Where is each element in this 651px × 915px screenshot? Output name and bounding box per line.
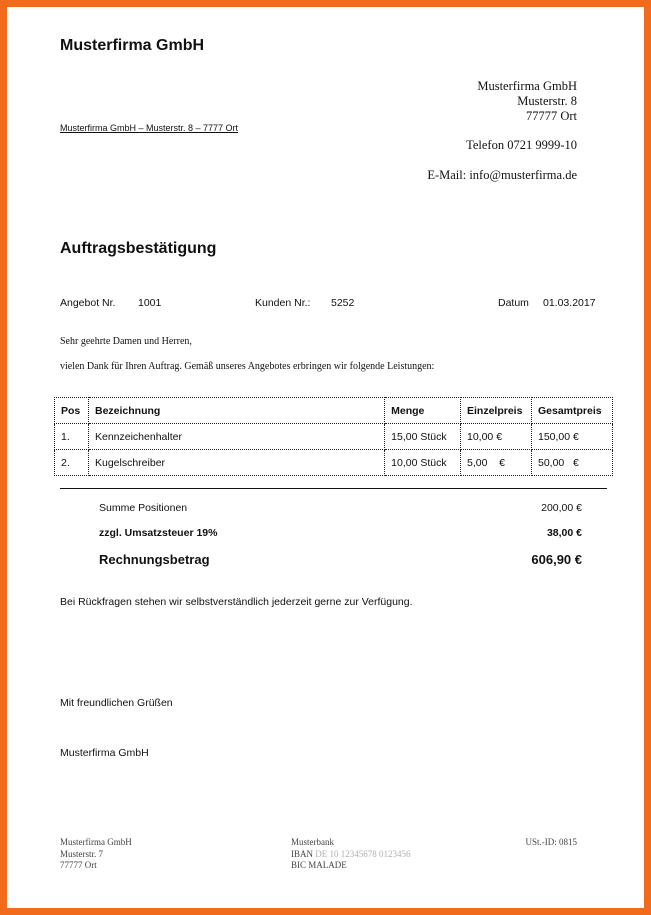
footer-tax-id: USt.-ID: 0815 <box>525 837 577 847</box>
cell-unit-price: 10,00 € <box>461 424 532 450</box>
date-label: Datum <box>498 297 529 309</box>
totals-divider <box>60 488 607 489</box>
header-description: Bezeichnung <box>88 398 384 424</box>
document-page <box>7 7 644 908</box>
tax-label: zzgl. Umsatzsteuer 19% <box>99 527 218 539</box>
footer-bank <box>291 837 411 872</box>
cell-quantity: 10,00 Stück <box>385 450 461 476</box>
table-row <box>55 450 613 476</box>
header-quantity: Menge <box>385 398 461 424</box>
address-name: Musterfirma GmbH <box>477 79 577 93</box>
sum-positions-label: Summe Positionen <box>99 502 188 514</box>
sum-positions-value: 200,00 € <box>541 502 582 514</box>
date-value: 01.03.2017 <box>543 297 596 309</box>
address-street: Musterstr. 8 <box>517 94 577 108</box>
cell-pos: 1. <box>55 424 89 450</box>
cell-unit-price: 5,00 € <box>461 450 532 476</box>
invoice-total-value: 606,90 € <box>531 552 582 567</box>
cell-description: Kugelschreiber <box>88 450 384 476</box>
tax-value: 38,00 € <box>546 527 582 539</box>
table-header-row <box>55 398 613 424</box>
cell-quantity: 15,00 Stück <box>385 424 461 450</box>
questions-text: Bei Rückfragen stehen wir selbstverständlich jederzeit gerne zur Verfügung. <box>60 596 413 608</box>
address-email: E-Mail: info@musterfirma.de <box>427 168 577 182</box>
footer-bic: BIC MALADE <box>291 860 347 870</box>
footer-company: Musterfirma GmbH <box>60 837 132 847</box>
address-phone: Telefon 0721 9999-10 <box>466 138 577 152</box>
sender-line: Musterfirma GmbH – Musterstr. 8 – 7777 Ort <box>60 123 239 133</box>
cell-pos: 2. <box>55 450 89 476</box>
greeting: Mit freundlichen Grüßen <box>60 697 173 709</box>
address-city: 77777 Ort <box>525 109 577 123</box>
cell-description: Kennzeichenhalter <box>88 424 384 450</box>
offer-number-label: Angebot Nr. <box>60 297 116 309</box>
cell-total-price: 150,00 € <box>531 424 612 450</box>
header-pos: Pos <box>55 398 89 424</box>
customer-number-value: 5252 <box>331 297 355 309</box>
cell-total-price: 50,00 € <box>531 450 612 476</box>
signature: Musterfirma GmbH <box>60 747 149 759</box>
footer-iban <box>291 849 411 861</box>
footer-iban-value: DE 10 12345678 0123456 <box>315 848 411 859</box>
table-row <box>55 424 613 450</box>
company-header: Musterfirma GmbH <box>60 37 205 54</box>
footer-city: 77777 Ort <box>60 860 97 870</box>
document-title: Auftragsbestätigung <box>60 240 217 257</box>
footer-iban-label: IBAN <box>291 848 313 859</box>
salutation: Sehr geehrte Damen und Herren, <box>60 336 192 347</box>
intro-text: vielen Dank für Ihren Auftrag. Gemäß unseres Angebotes erbringen wir folgende Leistungen: <box>60 361 435 372</box>
offer-number-value: 1001 <box>138 297 162 309</box>
invoice-total-label: Rechnungsbetrag <box>99 552 210 567</box>
footer-street: Musterstr. 7 <box>60 848 104 859</box>
footer-bank-name: Musterbank <box>291 837 334 847</box>
header-total-price: Gesamtpreis <box>531 398 612 424</box>
footer-address <box>60 837 132 872</box>
items-table <box>54 397 613 476</box>
customer-number-label: Kunden Nr.: <box>255 297 311 309</box>
header-unit-price: Einzelpreis <box>461 398 532 424</box>
